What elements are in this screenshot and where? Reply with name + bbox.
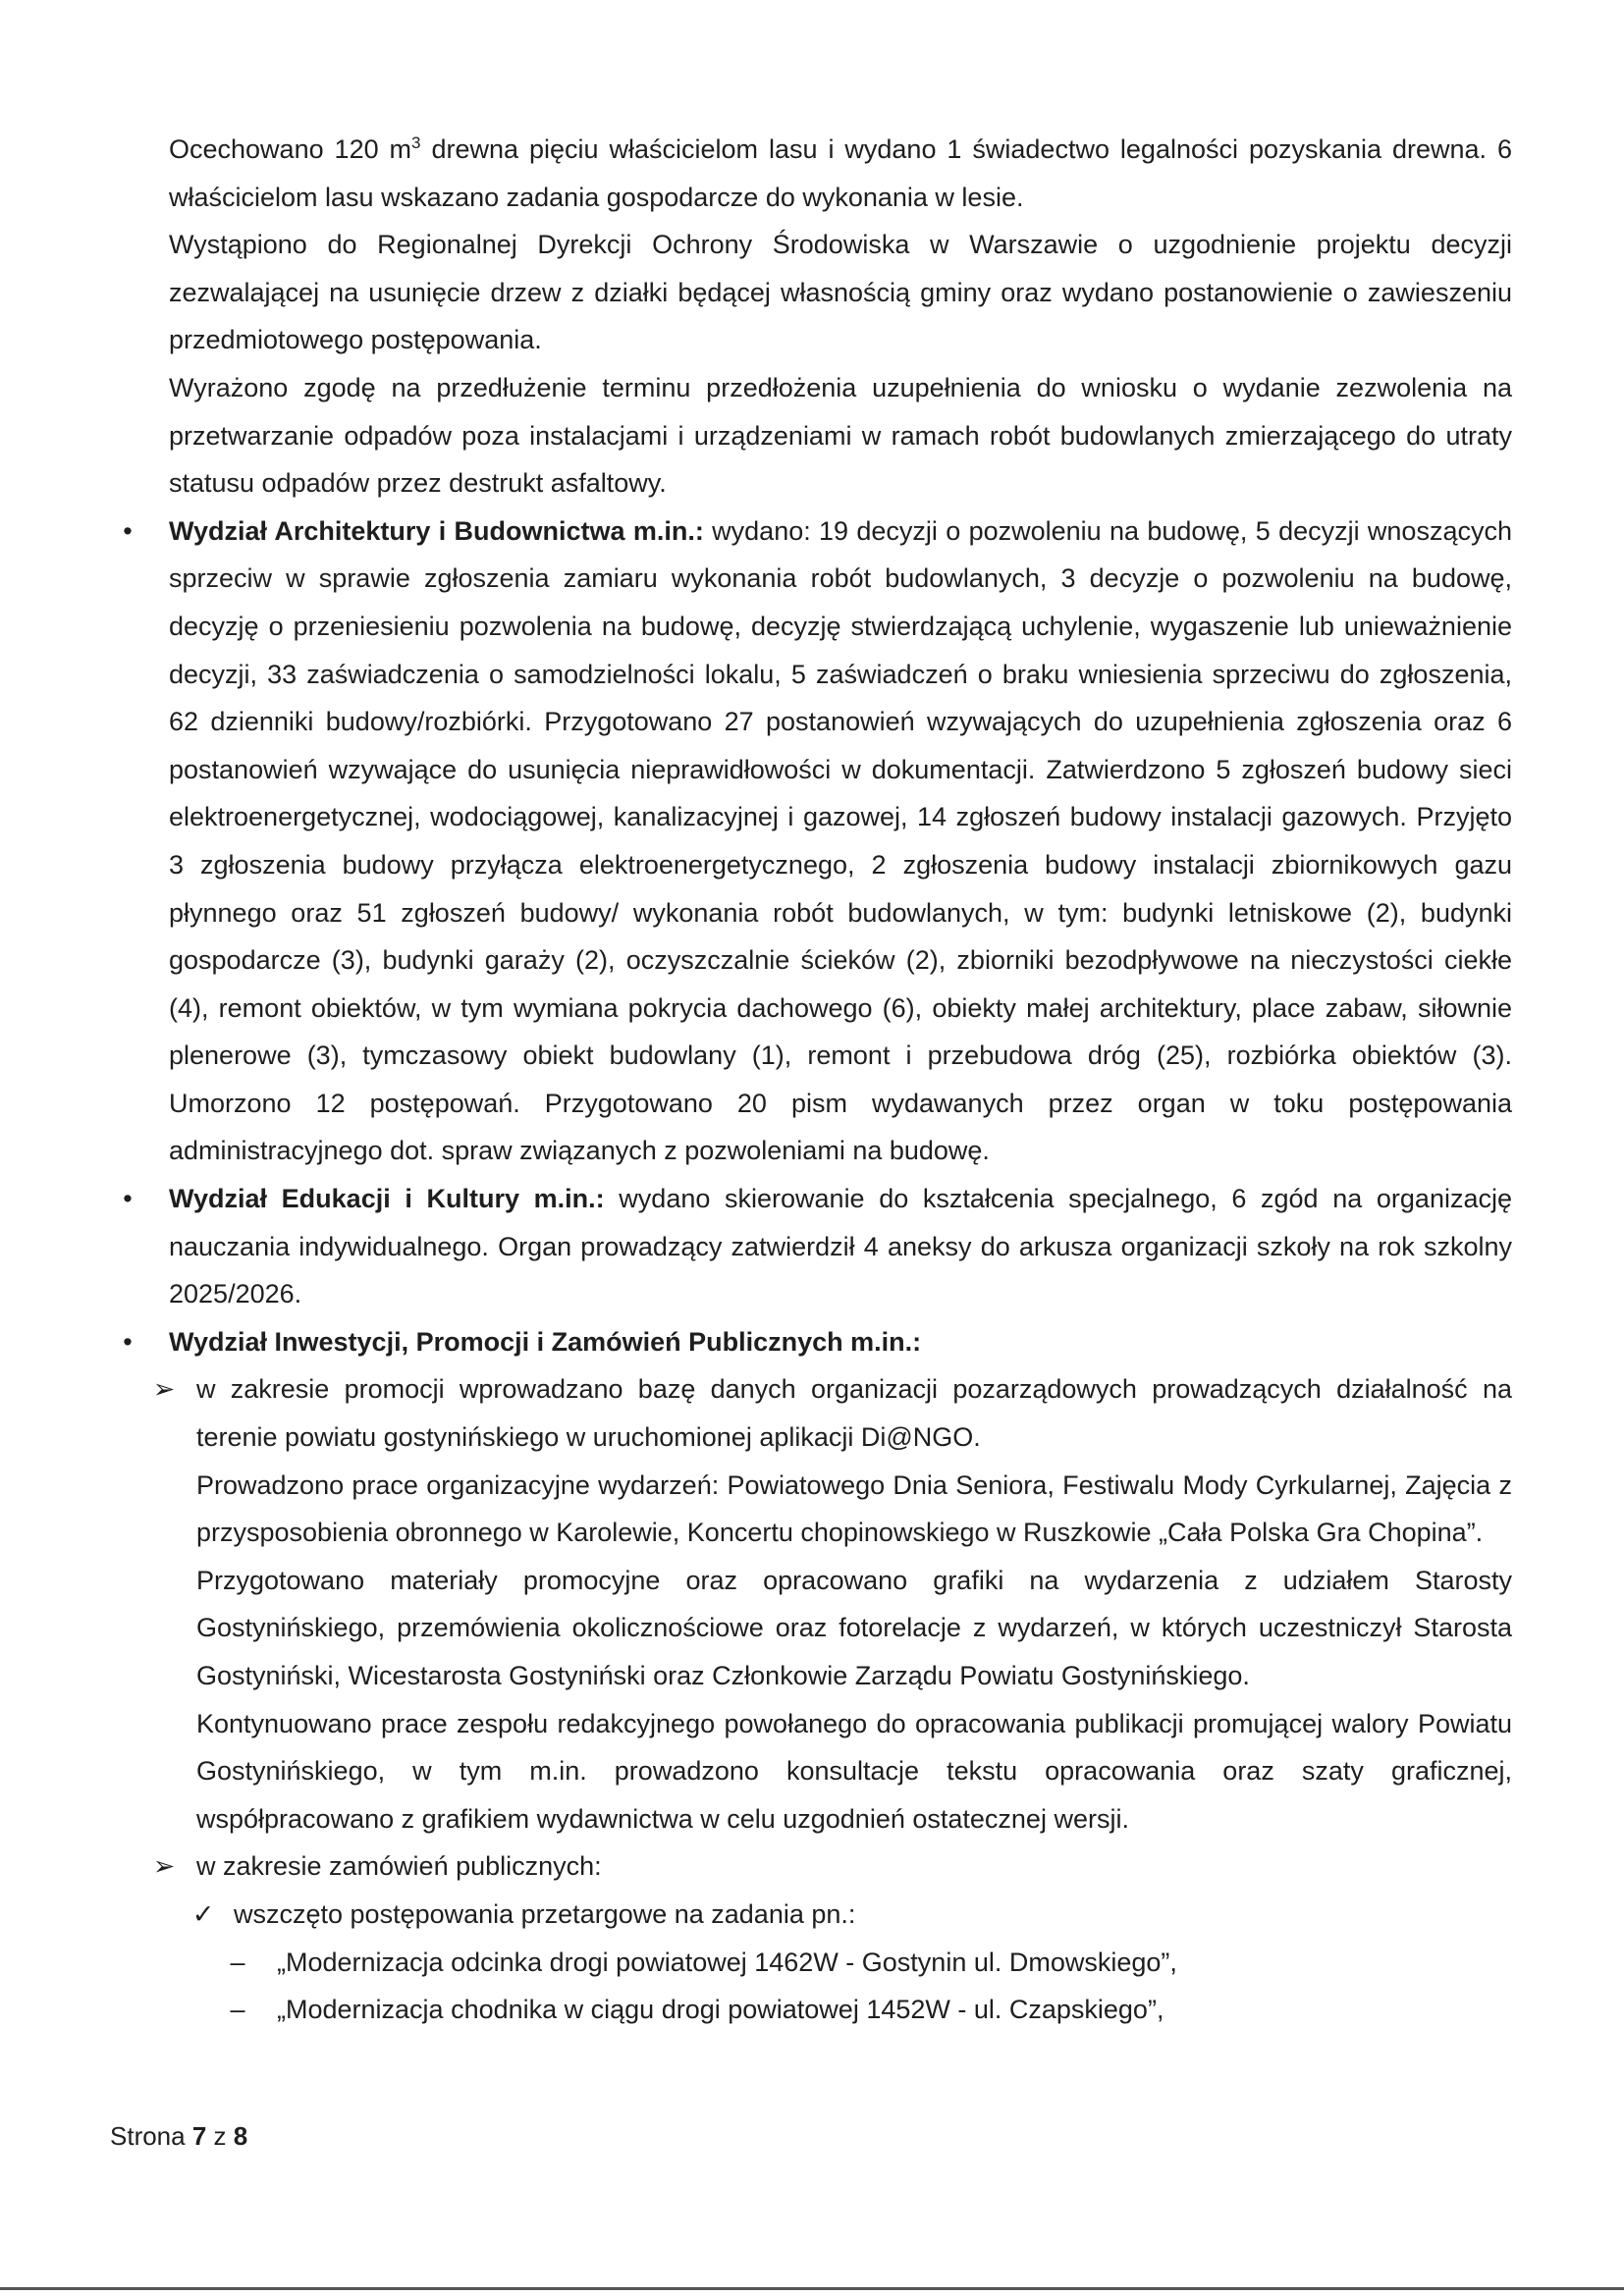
bullet-icon: • [123,1326,133,1357]
check-item-text: wszczęto postępowania przetargowe na zadania pn.: [234,1898,856,1929]
zamowienia-heading: w zakresie zamówień publicznych: [196,1851,602,1882]
page-footer: Strona 7 z 8 [110,2121,248,2151]
document-body [123,126,1512,2034]
section-edukacja [123,1175,1512,1318]
superscript: 3 [411,133,421,152]
checkmark-icon: ✓ [191,1898,215,1929]
check-item [191,1891,1512,1939]
list-item: „Modernizacja chodnika w ciągu drogi powiatowej 1452W - ul. Czapskiego”, [277,1995,1164,2025]
scan-edge-line [0,2287,1624,2290]
dash-list-item [230,1986,1512,2034]
promocja-paragraph-4: Kontynuowano prace zespołu redakcyjnego powołanego do opracowania publikacji promującej walory Powiatu Gostynińskiego, w tym m.in. prowadzono konsultacje tekstu opracowania oraz szaty graficznej, współpracowano z grafikiem wydawnictwa w celu uzgodnień ostatecznej wersji. [196,1708,1512,1834]
arrow-bullet-icon: ➢ [152,1851,176,1882]
arrow-bullet-icon: ➢ [152,1374,176,1405]
subsection-zamowienia [152,1842,1512,1891]
page-total: 8 [233,2121,248,2151]
promocja-paragraph-1: w zakresie promocji wprowadzano bazę danych organizacji pozarządowych prowadzących działalność na terenie powiatu gostynińskiego w uruchomionej aplikacji Di@NGO. [196,1374,1512,1453]
dash-list-item [230,1939,1512,1987]
section-text: wydano: 19 decyzji o pozwoleniu na budowę, 5 decyzji wnoszących sprzeciw w sprawie zgłoszenia zamiaru wykonania robót budowlanych, 3 decyzje o pozwoleniu na budowę, decyzję o przeniesieniu pozwolenia na budowę, decyzję stwierdzającą uchylenie, wygaszenie lub unieważnienie decyzji, 33 zaświadczenia o samodzielności lokalu, 5 zaświadczeń o braku wniesienia sprzeciwu do zgłoszenia, 62 dzienniki budowy/rozbiórki. Przygotowano 27 postanowień wzywających do uzupełnienia zgłoszenia oraz 6 postanowień wzywające do usunięcia nieprawidłowości w dokumentacji. Zatwierdzono 5 zgłoszeń budowy sieci elektroenergetycznej, wodociągowej, kanalizacyjnej i gazowej, 14 zgłoszeń budowy instalacji gazowych. Przyjęto 3 zgłoszenia budowy przyłącza elektroenergetycznego, 2 zgłoszenia budowy instalacji zbiornikowych gazu płynnego oraz 51 zgłoszeń budowy/ wykonania robót budowlanych, w tym: budynki letniskowe (2), budynki gospodarcze (3), budynki garaży (2), oczyszczalnie ścieków (2), zbiorniki bezodpływowe na nieczystości ciekłe (4), remont obiektów, w tym wymiana pokrycia dachowego (6), obiekty małej architektury, place zabaw, siłownie plenerowe (3), tymczasowy obiekt budowlany (1), remont i przebudowa dróg (25), rozbiórka obiektów (3). Umorzono 12 postępowań. Przygotowano 20 pism wydawanych przez organ w toku postępowania administracyjnego dot. spraw związanych z pozwoleniami na budowę. [169,515,1512,1166]
section-inwestycje [123,1318,1512,1366]
intro-paragraph-2: Wystąpiono do Regionalnej Dyrekcji Ochrony Środowiska w Warszawie o uzgodnienie projektu decyzji zezwalającej na usunięcie drzew z działki będącej własnością gminy oraz wydano postanowienie o zawieszeniu przedmiotowego postępowania. [169,230,1512,355]
subsection-promocja [152,1365,1512,1842]
dash-icon: – [230,1995,245,2025]
section-architektura [123,507,1512,1175]
intro-paragraph-1: Ocechowano 120 $m^3$ drewna pięciu właścicielom lasu i wydano 1 świadectwo legalności pozyskania drewna. 6 właścicielom lasu wskazano zadania gospodarcze do wykonania w lesie. [169,133,1512,212]
bullet-icon: • [123,1184,133,1214]
dash-icon: – [230,1947,245,1977]
bullet-icon: • [123,515,133,546]
promocja-paragraph-2: Prowadzono prace organizacyjne wydarzeń: Powiatowego Dnia Seniora, Festiwalu Mody Cyrkularnej, Zajęcia z przysposobienia obronnego w Karolewie, Koncertu chopinowskiego w Ruszkowie „Cała Polska Gra Chopina”. [196,1469,1512,1548]
section-heading: Wydział Architektury i Budownictwa m.in.: [169,515,704,546]
page-number: 7 [191,2121,207,2151]
section-text: wydano skierowanie do kształcenia specjalnego, 6 zgód na organizację nauczania indywidualnego. Organ prowadzący zatwierdził 4 aneksy do arkusza organizacji szkoły na rok szkolny 2025/2026. [169,1184,1512,1309]
section-heading: Wydział Inwestycji, Promocji i Zamówień Publicznych m.in.: [169,1326,922,1357]
intro-paragraph-3: Wyrażono zgodę na przedłużenie terminu przedłożenia uzupełnienia do wniosku o wydanie zezwolenia na przetwarzanie odpadów poza instalacjami i urządzeniami w ramach robót budowlanych zmierzającego do utraty statusu odpadów przez destrukt asfaltowy. [169,372,1512,499]
section-heading: Wydział Edukacji i Kultury m.in.: [169,1184,605,1214]
list-item: „Modernizacja odcinka drogi powiatowej 1462W - Gostynin ul. Dmowskiego”, [277,1947,1177,1977]
promocja-paragraph-3: Przygotowano materiały promocyjne oraz opracowano grafiki na wydarzenia z udziałem Starosty Gostynińskiego, przemówienia okolicznościowe oraz fotorelacje z wydarzeń, w których uczestniczył Starosta Gostyniński, Wicestarosta Gostyniński oraz Członkowie Zarządu Powiatu Gostynińskiego. [196,1565,1512,1690]
